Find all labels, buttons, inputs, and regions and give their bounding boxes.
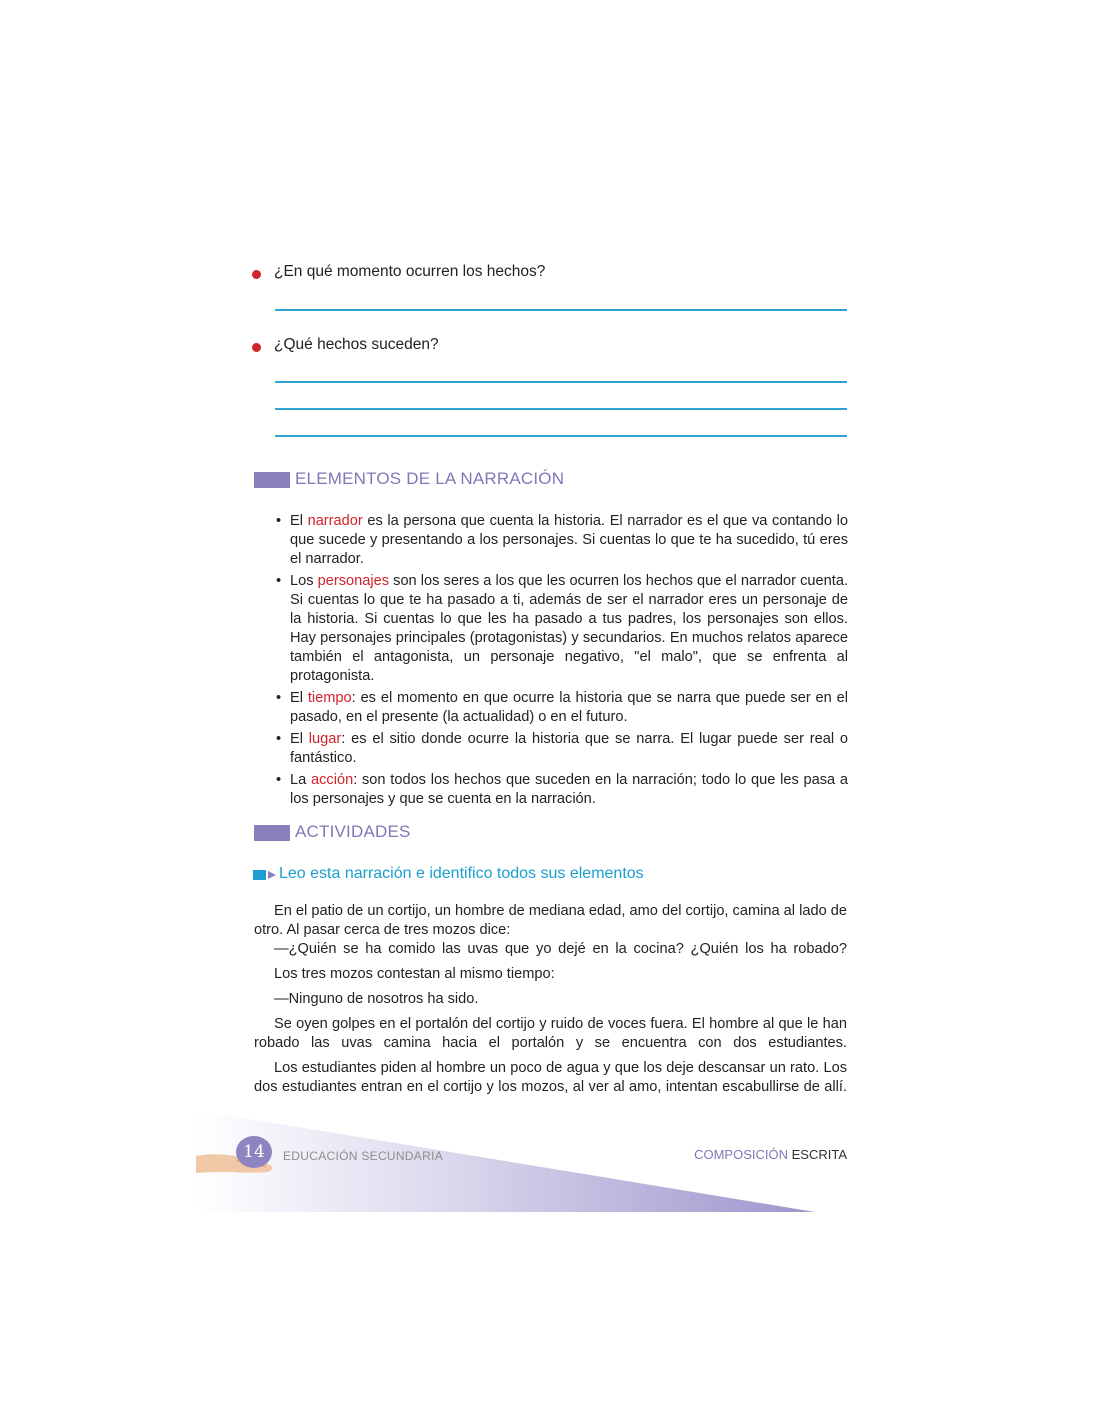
narrative-text [254, 902, 847, 1103]
arrow-marker-icon [253, 869, 277, 881]
bullet-dot-icon [252, 343, 261, 352]
page-number: 14 [236, 1136, 272, 1168]
footer-series-label: EDUCACIÓN SECUNDARIA [283, 1149, 444, 1163]
term-highlight: lugar [308, 731, 342, 747]
term-highlight: tiempo [307, 690, 352, 706]
question-events: ¿Qué hechos suceden? [274, 336, 439, 353]
list-item: • La acción: son todos los hechos que suceden en la narración; todo lo que les pasa a los personajes y que se cuenta en la narración. [276, 771, 848, 809]
section-title-elements: ELEMENTOS DE LA NARRACIÓN [295, 469, 565, 488]
activity-instruction: Leo esta narración e identifico todos sus elementos [279, 865, 644, 882]
term-highlight: narrador [307, 513, 363, 529]
answer-line[interactable] [275, 309, 847, 311]
section-marker-icon [254, 472, 290, 488]
list-item: • Los personajes son los seres a los que les ocurren los hechos que el narrador cuenta. Si cuentas lo que te ha pasado a ti, además de ser el narrador eres un personaje de la historia. Si cuentas lo que les ha pasado a tus padres, los personajes son ellos. Hay personajes principales (protagonistas) y secundarios. En muchos relatos aparece también el antagonista, un personaje negativo, "el malo", que se enfrenta al protagonista. [276, 572, 848, 686]
paragraph: —Ninguno de nosotros ha sido. [274, 991, 479, 1007]
list-item: • El tiempo: es el momento en que ocurre la historia que se narra que puede ser en el pasado, en el presente (la actualidad) o en el futuro. [276, 689, 848, 727]
elements-list [276, 512, 848, 812]
term-highlight: personajes [317, 573, 390, 589]
answer-line[interactable] [275, 381, 847, 383]
list-item: • El lugar: es el sitio donde ocurre la historia que se narra. El lugar puede ser real o fantástico. [276, 730, 848, 768]
paragraph: Los tres mozos contestan al mismo tiempo: [274, 966, 555, 982]
list-item: • El narrador es la persona que cuenta la historia. El narrador es el que va contando lo que sucede y presentando a los personajes. Si cuentas lo que te ha sucedido, tú eres el narrador. [276, 512, 848, 569]
answer-line[interactable] [275, 408, 847, 410]
paragraph: —¿Quién se ha comido las uvas que yo dejé en la cocina? ¿Quién los ha robado? [274, 941, 847, 957]
section-title-activities: ACTIVIDADES [295, 822, 411, 841]
bullet-dot-icon [252, 270, 261, 279]
section-marker-icon [254, 825, 290, 841]
footer-book-title: COMPOSICIÓN ESCRITA [694, 1147, 847, 1162]
paragraph: Los estudiantes piden al hombre un poco de agua y que los deje descansar un rato. Los dos estudiantes entran en el cortijo y los mozos, al ver al amo, intentan escabullirse de allí. [254, 1060, 847, 1095]
question-time: ¿En qué momento ocurren los hechos? [274, 263, 546, 280]
paragraph: Se oyen golpes en el portalón del cortijo y ruido de voces fuera. El hombre al que le han robado las uvas camina hacia el portalón y se encuentra con dos estudiantes. [254, 1016, 847, 1051]
answer-line[interactable] [275, 435, 847, 437]
term-highlight: acción [311, 772, 354, 788]
paragraph: En el patio de un cortijo, un hombre de mediana edad, amo del cortijo, camina al lado de otro. Al pasar cerca de tres mozos dice: [254, 903, 847, 938]
